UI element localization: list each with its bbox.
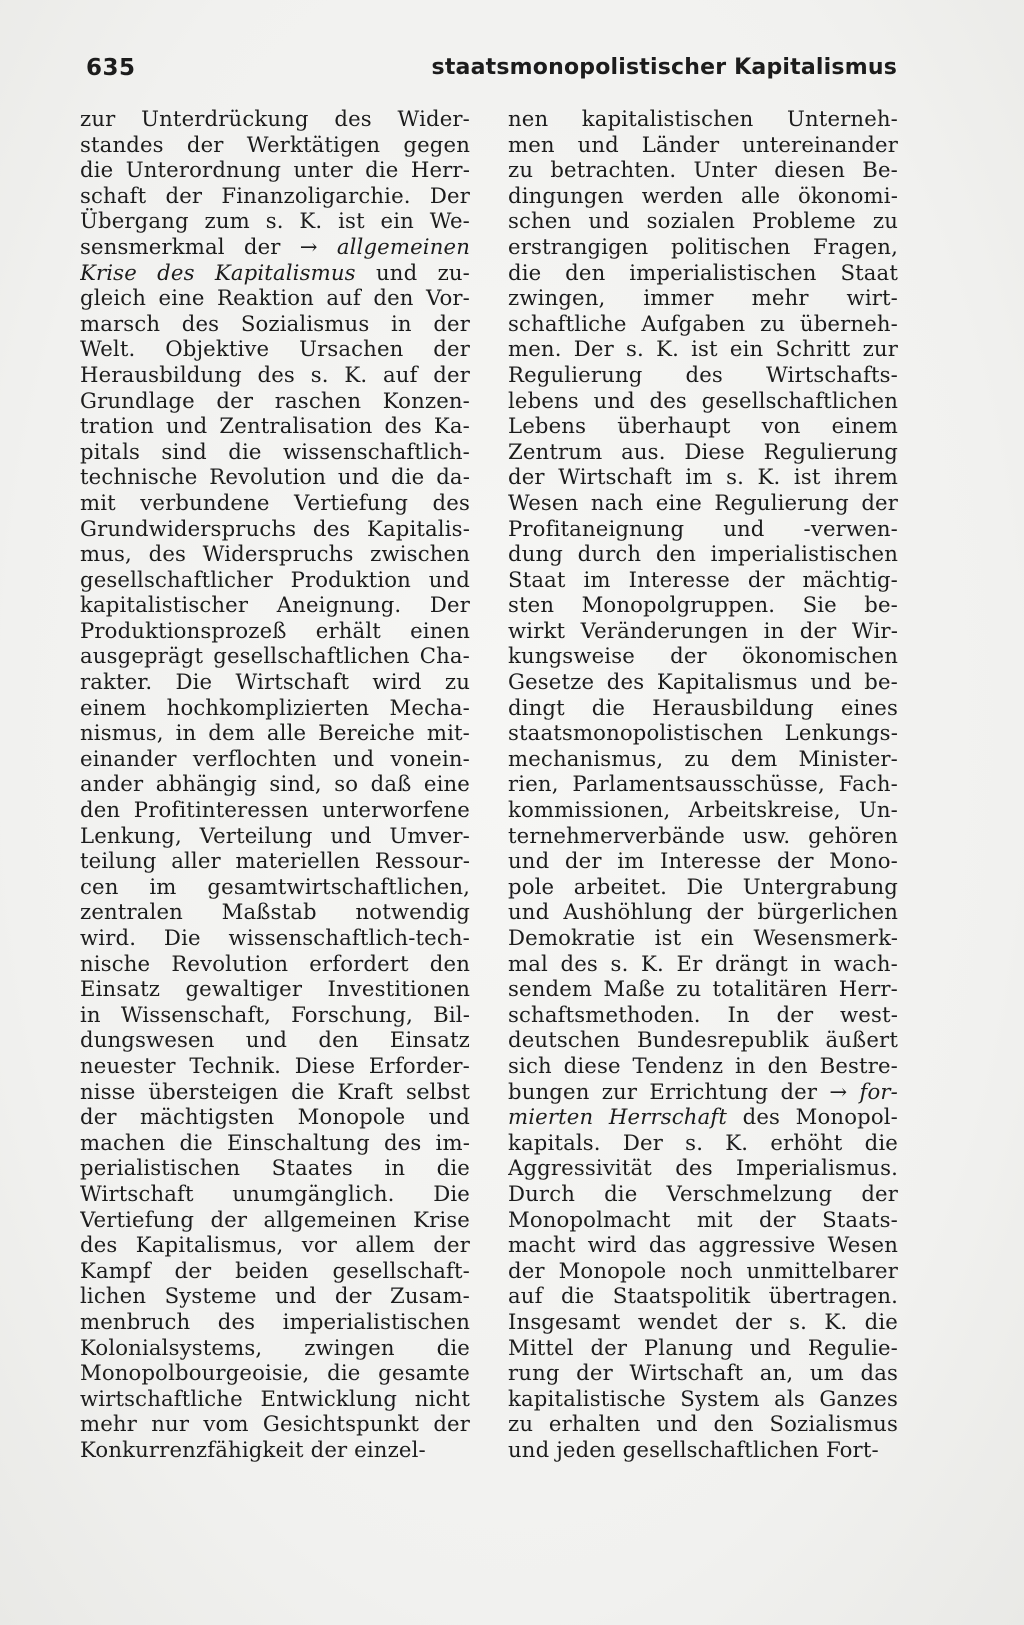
text-line: zu betrachten. Unter diesen Be- xyxy=(508,157,898,183)
text-line: dingungen werden alle ökonomi- xyxy=(508,182,898,208)
text-line: wirkt Veränderungen in der Wir- xyxy=(508,617,898,643)
text-line: auf die Staatspolitik übertragen. xyxy=(508,1283,898,1309)
text-line: Profitaneignung und -verwen- xyxy=(508,515,898,541)
text-line: mechanismus, zu dem Minister- xyxy=(508,745,898,771)
text-line: Monopolmacht mit der Staats- xyxy=(508,1206,898,1232)
text-line: dungswesen und den Einsatz xyxy=(80,1027,470,1053)
text-line: einander verflochten und vonein- xyxy=(80,745,470,771)
text-line: menbruch des imperialistischen xyxy=(80,1308,470,1334)
text-line: staatsmonopolistischen Lenkungs- xyxy=(508,720,898,746)
text-line: und der im Interesse der Mono- xyxy=(508,848,898,874)
text-line: zu erhalten und den Sozialismus xyxy=(508,1411,898,1437)
text-line: mierten Herrschaft des Monopol- xyxy=(508,1104,898,1130)
text-line: die den imperialistischen Staat xyxy=(508,259,898,285)
text-line: Produktionsprozeß erhält einen xyxy=(80,617,470,643)
text-line: Demokratie ist ein Wesensmerk- xyxy=(508,925,898,950)
text-line: rakter. Die Wirtschaft wird zu xyxy=(80,669,470,695)
text-line: sich diese Tendenz in den Bestre- xyxy=(508,1052,898,1078)
page-number: 635 xyxy=(86,55,136,81)
text-line: des Kapitalismus, vor allem der xyxy=(80,1232,470,1258)
text-line: Wesen nach eine Regulierung der xyxy=(508,489,898,515)
text-line: zwingen, immer mehr wirt- xyxy=(508,285,898,311)
text-line: perialistischen Staates in die xyxy=(80,1155,470,1181)
text-line: men. Der s. K. ist ein Schritt zur xyxy=(508,336,898,362)
text-line: Herausbildung des s. K. auf der xyxy=(80,361,470,387)
text-line: und jeden gesellschaftlichen Fort- xyxy=(508,1436,879,1462)
text-line: men und Länder untereinander xyxy=(508,131,898,157)
text-line: Kolonialsystems, zwingen die xyxy=(80,1334,470,1360)
text-line: schaft der Finanzoligarchie. Der xyxy=(80,182,470,208)
text-line: gleich eine Reaktion auf den Vor- xyxy=(80,285,470,311)
text-line: sensmerkmal der → allgemeinen xyxy=(80,233,470,259)
text-line: teilung aller materiellen Ressour- xyxy=(80,848,470,874)
text-line: Einsatz gewaltiger Investitionen xyxy=(80,976,470,1002)
text-line: technische Revolution und die da- xyxy=(80,464,470,490)
text-line: dingt die Herausbildung eines xyxy=(508,694,898,720)
text-line: Krise des Kapitalismus und zu- xyxy=(80,259,470,285)
text-line: Gesetze des Kapitalismus und be- xyxy=(508,669,898,695)
text-line: mal des s. K. Er drängt in wach- xyxy=(508,950,898,976)
text-line: nen kapitalistischen Unterneh- xyxy=(508,106,898,131)
text-line: deutschen Bundesrepublik äußert xyxy=(508,1027,898,1053)
text-line: mus, des Widerspruchs zwischen xyxy=(80,541,470,567)
text-line: Grundwiderspruchs des Kapitalis- xyxy=(80,515,470,541)
text-line: cen im gesamtwirtschaftlichen, xyxy=(80,873,470,899)
text-line: Kampf der beiden gesellschaft- xyxy=(80,1257,470,1283)
text-line: in Wissenschaft, Forschung, Bil- xyxy=(80,1001,470,1027)
text-line: Zentrum aus. Diese Regulierung xyxy=(508,438,898,464)
text-line: Regulierung des Wirtschafts- xyxy=(508,361,898,387)
text-line: ausgeprägt gesellschaftlichen Cha- xyxy=(80,643,470,669)
text-line: kungsweise der ökonomischen xyxy=(508,643,898,669)
text-line: nismus, in dem alle Bereiche mit- xyxy=(80,720,470,746)
text-line: Lebens überhaupt von einem xyxy=(508,413,898,439)
text-line: wirtschaftliche Entwicklung nicht xyxy=(80,1385,470,1411)
text-line: Welt. Objektive Ursachen der xyxy=(80,336,470,362)
text-line: zentralen Maßstab notwendig xyxy=(80,899,470,925)
text-line: Mittel der Planung und Regulie- xyxy=(508,1334,898,1360)
text-line: Insgesamt wendet der s. K. die xyxy=(508,1308,898,1334)
text-line: machen die Einschaltung des im- xyxy=(80,1129,470,1155)
text-line: schaftsmethoden. In der west- xyxy=(508,1001,898,1027)
text-line: kommissionen, Arbeitskreise, Un- xyxy=(508,797,898,823)
text-line: zur Unterdrückung des Wider- xyxy=(80,106,470,131)
text-line: nische Revolution erfordert den xyxy=(80,950,470,976)
text-line: dung durch den imperialistischen xyxy=(508,541,898,567)
text-line: kapitalistische System als Ganzes xyxy=(508,1385,898,1411)
text-line: sten Monopolgruppen. Sie be- xyxy=(508,592,898,618)
text-line: gesellschaftlicher Produktion und xyxy=(80,566,470,592)
text-line: bungen zur Errichtung der → for- xyxy=(508,1078,898,1104)
text-line: Übergang zum s. K. ist ein We- xyxy=(80,208,470,234)
text-line: kapitals. Der s. K. erhöht die xyxy=(508,1129,898,1155)
text-line: lebens und des gesellschaftlichen xyxy=(508,387,898,413)
text-line: kapitalistischer Aneignung. Der xyxy=(80,592,470,618)
text-line: wird. Die wissenschaftlich-tech- xyxy=(80,925,470,950)
text-line: Aggressivität des Imperialismus. xyxy=(508,1155,898,1181)
text-line: pole arbeitet. Die Untergrabung xyxy=(508,873,898,899)
text-line: Durch die Verschmelzung der xyxy=(508,1180,898,1206)
text-line: schaftliche Aufgaben zu überneh- xyxy=(508,310,898,336)
text-line: schen und sozialen Probleme zu xyxy=(508,208,898,234)
text-line: erstrangigen politischen Fragen, xyxy=(508,233,898,259)
text-line: marsch des Sozialismus in der xyxy=(80,310,470,336)
text-line: rung der Wirtschaft an, um das xyxy=(508,1360,898,1386)
text-line: der mächtigsten Monopole und xyxy=(80,1104,470,1130)
text-line: sendem Maße zu totalitären Herr- xyxy=(508,976,898,1002)
text-line: Staat im Interesse der mächtig- xyxy=(508,566,898,592)
text-line: der Wirtschaft im s. K. ist ihrem xyxy=(508,464,898,490)
running-head-title: staatsmonopolistischer Kapitalismus xyxy=(431,55,897,80)
text-line: Grundlage der raschen Konzen- xyxy=(80,387,470,413)
text-line: standes der Werktätigen gegen xyxy=(80,131,470,157)
text-line: einem hochkomplizierten Mecha- xyxy=(80,694,470,720)
text-line: und Aushöhlung der bürgerlichen xyxy=(508,899,898,925)
text-line: Lenkung, Verteilung und Umver- xyxy=(80,822,470,848)
text-line: mit verbundene Vertiefung des xyxy=(80,489,470,515)
text-line: macht wird das aggressive Wesen xyxy=(508,1232,898,1258)
text-line: nisse übersteigen die Kraft selbst xyxy=(80,1078,470,1104)
text-line: Vertiefung der allgemeinen Krise xyxy=(80,1206,470,1232)
text-line: ternehmerverbände usw. gehören xyxy=(508,822,898,848)
text-line: Wirtschaft unumgänglich. Die xyxy=(80,1180,470,1206)
text-line: Monopolbourgeoisie, die gesamte xyxy=(80,1360,470,1386)
text-line: die Unterordnung unter die Herr- xyxy=(80,157,470,183)
text-line: lichen Systeme und der Zusam- xyxy=(80,1283,470,1309)
text-line: ander abhängig sind, so daß eine xyxy=(80,771,470,797)
text-line: tration und Zentralisation des Ka- xyxy=(80,413,470,439)
text-line: Konkurrenzfähigkeit der einzel- xyxy=(80,1436,426,1462)
text-line: mehr nur vom Gesichtspunkt der xyxy=(80,1411,470,1437)
text-line: der Monopole noch unmittelbarer xyxy=(508,1257,898,1283)
text-column-left xyxy=(80,106,470,1462)
text-line: rien, Parlamentsausschüsse, Fach- xyxy=(508,771,898,797)
text-line: neuester Technik. Diese Erforder- xyxy=(80,1052,470,1078)
text-line: den Profitinteressen unterworfene xyxy=(80,797,470,823)
text-column-right xyxy=(508,106,898,1462)
text-line: pitals sind die wissenschaftlich- xyxy=(80,438,470,464)
